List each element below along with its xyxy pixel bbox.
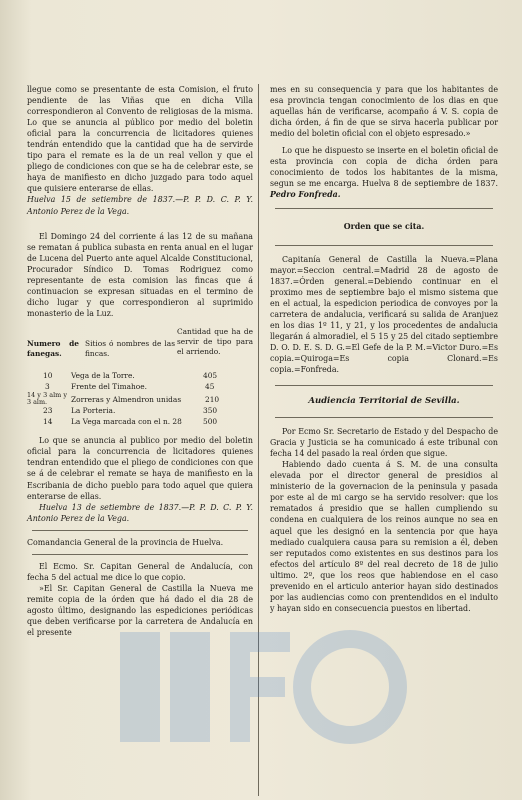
- left-para-1: llegue como se presentante de esta Comision, el fruto pendiente de las Viñas que en dicha Villa correspondieron al Convento de religiosas de la misma. Lo que se anuncia al público por medio del boletin oficial para la concurrencia de licitadores quienes tendrán entendido que la cantidad que ha de servirde tipo para el remate es la de un real vellon y que el pliego de condiciones con que se ha de celebrar este, se haya de manifiesto en dicho juzgado para todo aquel que quisiere enterarse de ellas.: [27, 85, 253, 194]
- right-para-4: Por Ecmo Sr. Secretario de Estado y del Despacho de Gracia y Justicia se ha comunicado á este tribunal con fecha 14 del pasado la real órden que sigue.: [270, 427, 498, 459]
- cell-qty: 3: [45, 381, 50, 391]
- cell-qty: 23: [43, 406, 53, 416]
- cell-amount: 210: [205, 395, 220, 405]
- cell-site: Vega de la Torre.: [71, 370, 135, 380]
- right-column: [270, 84, 498, 614]
- cell-site: La Porteria.: [71, 406, 116, 416]
- cell-qty: 10: [43, 370, 53, 380]
- cell-amount: 405: [203, 370, 218, 380]
- cell-qty: 14 y 3 alm y 3 alm.: [27, 391, 67, 407]
- right-para-2-text: Lo que he dispuesto se inserte en el boletin oficial de esta provincia con copia de dicha órden para conocimiento de todos los habitantes de la misma, segun se me encarga. Huelva 8 de septiembre de 1837.: [270, 146, 498, 189]
- right-para-2-signature: Pedro Fonfreda.: [270, 190, 341, 200]
- left-para-5: »El Sr. Capitan General de Castilla la Nueva me remite copia de la órden que há dado el dia 28 de agosto último, designando las espediciones periódicas que deben verificarse por la carretera de Andalucía en el presente: [27, 583, 253, 638]
- right-para-1: mes en su consequencia y para que los habitantes de esa provincia tengan conocimiento de los dias en que aquellas hán de verificarse, acompaño á V. S. copia de dicha órden, á fin de que se sirva hacerla publicar por medio del boletin oficial con el objeto espresado.»: [270, 85, 498, 139]
- library-watermark: [120, 612, 450, 762]
- property-table: [27, 327, 253, 427]
- left-para-2: El Domingo 24 del corriente á las 12 de su mañana se rematan á publica subasta en renta anual en el lugar de Lucena del Puerto ante aquel Alcalde Constitucional, Procurador Síndico D. Tomas Rodriguez como representante de esta comision las fincas que á continuacion se expresan situadas en el termino de dicho lugar y que correspondieron al suprimido monasterio de la Luz.: [27, 231, 253, 318]
- right-para-5: Habiendo dado cuenta á S. M. de una consulta elevada por el director general de presidios al ministerio de la governacion de la peninsula y pasada por este al de mi cargo se ha servido resolver: que los rematados á presidio que se hallen cumpliendo su condena en cualquiera de los reinos aunque no sea en aquel que les designó en la sentencia por que haya mediado cualquiera causa para su remision a él, deben ser reputados como existentes en sus destinos para los efectos del artículo 8º del real decreto de 18 de julio ultimo. 2º, que los reos que habiendose en el caso prevenido en el articulo anterior hayan sido destinados por las audiencias como con prentendidos en el indulto y hayan sido en consecuencia puestos en libertad.: [270, 460, 498, 613]
- cell-amount: 500: [203, 416, 218, 426]
- header-cantidad: Cantidad que ha de servir de tipo para el arriendo.: [177, 326, 253, 356]
- right-para-2: [270, 145, 498, 200]
- table-row: [27, 371, 253, 382]
- cell-site: La Vega marcada con el n. 28: [71, 416, 182, 426]
- section-title-comandancia: Comandancia General de la provincia de Huelva.: [27, 537, 224, 547]
- table-row: [27, 417, 253, 428]
- table-row: [27, 406, 253, 417]
- cell-qty: 14: [43, 416, 53, 426]
- left-para-3-signature: Huelva 13 de setiembre de 1837.—P. P. D. C. P. Y. Antonio Perez de la Vega.: [27, 502, 253, 523]
- header-fincas: Sitios ó nombres de las fincas.: [85, 338, 175, 358]
- cell-site: Frente del Timahoe.: [71, 381, 147, 391]
- cell-site: Zorreras y Almendron unidas: [71, 395, 182, 405]
- heading-audiencia: Audiencia Territorial de Sevilla.: [308, 396, 460, 407]
- left-para-1-signature: Huelva 15 de setiembre de 1837.—P. P. D. C. P. Y. Antonio Perez de la Vega.: [27, 195, 253, 216]
- left-para-3: Lo que se anuncia al publico por medio del boletin oficial para la concurrencia de licitadores quienes tendran entendido que el pliego de condiciones con que se á de celebrar el remate se haya de manifiesto en la Escribania de dicho pueblo para todo aquel que quiera enterarse de ellas.: [27, 436, 253, 501]
- cell-amount: 350: [203, 406, 218, 416]
- left-para-4: El Ecmo. Sr. Capitan General de Andalucía, con fecha 5 del actual me dice lo que copio.: [27, 561, 253, 582]
- table-row: [27, 392, 253, 406]
- right-para-3: Capitanía General de Castilla la Nueva.=Plana mayor.=Seccion central.=Madrid 28 de agosto de 1837.=Órden general.=Debiendo continuar en el proximo mes de septiembre bajo el mismo sistema que en el actual, la espedicion periodica de convoyes por la carretera de andalucia, verificará su salida de Aranjuez en los dias 1º 11, y 21, y los procedentes de andalucia llegarán á almoradiel, el 5 15 y 25 del citado septiembre D. O. D. E. S. D. G.=El Gefe de la P. M.=Victor Duro.=Es copia.=Quiroga=Es copia Clonard.=Es copia.=Fonfreda.: [270, 254, 498, 374]
- table-header: [27, 327, 253, 371]
- heading-orden: Orden que se cita.: [343, 222, 425, 232]
- left-column: [27, 84, 253, 638]
- cell-amount: 45: [205, 381, 215, 391]
- header-fanegas: Numero de fanegas.: [27, 338, 79, 358]
